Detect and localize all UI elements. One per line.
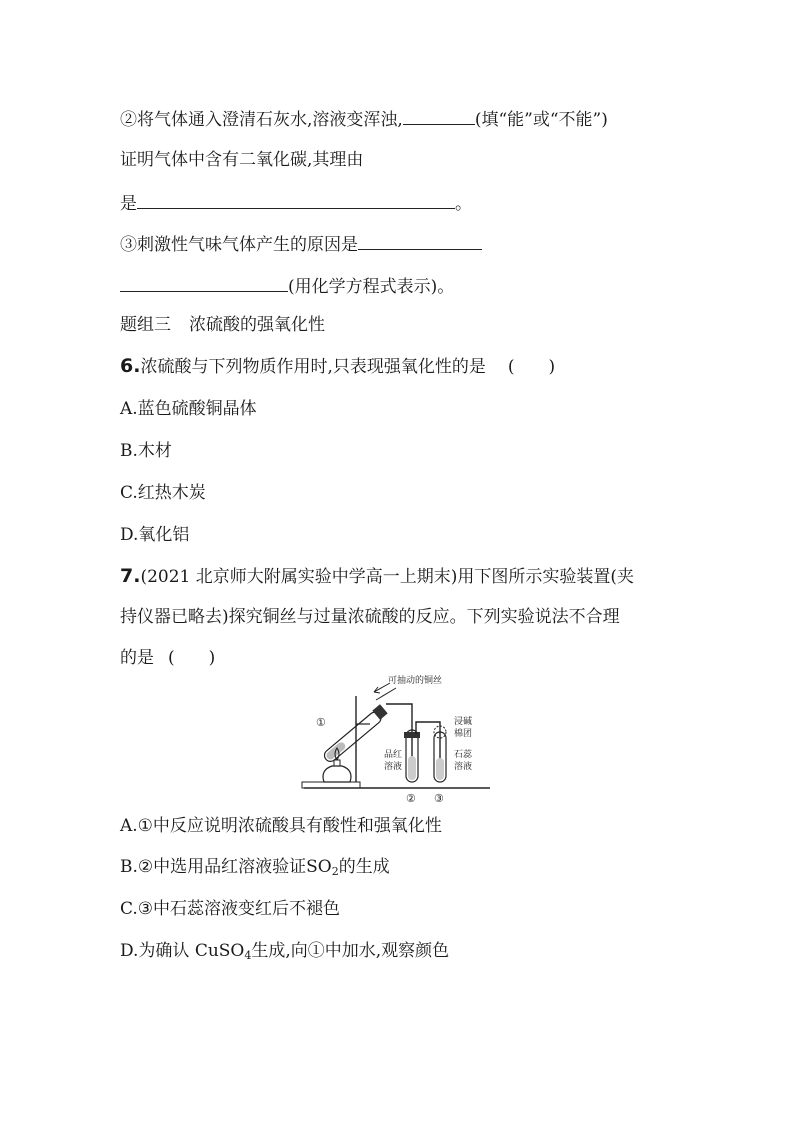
apparatus-diagram	[300, 672, 492, 806]
q5-part2-blank-2[interactable]	[137, 190, 455, 209]
q7-stem-line1	[120, 564, 634, 589]
q6-option-c[interactable]: C.红热木炭	[120, 483, 206, 503]
q6-answer-paren[interactable]: ( )	[507, 357, 556, 377]
q7-option-b-sub: 2	[331, 865, 339, 878]
q5-part2-line3	[120, 190, 472, 216]
q5-part2-line3-suffix: 。	[455, 194, 472, 214]
q6-stem: 浓硫酸与下列物质作用时,只表现强氧化性的是	[140, 357, 486, 377]
q7-stem-line1-text: (2021 北京师大附属实验中学高一上期末)用下图所示实验装置(夹	[140, 567, 635, 587]
q5-part3-line2	[120, 273, 454, 299]
group3-label: 题组三	[120, 315, 171, 335]
q7-stem-line3	[120, 646, 215, 670]
label-copper-wire: 可抽动的铜丝	[388, 676, 443, 686]
q5-part2-prefix: ②将气体通入澄清石灰水,溶液变浑浊,	[120, 110, 403, 130]
q5-part3-line2-suffix: (用化学方程式表示)。	[288, 277, 455, 297]
label-cotton-2: 棉团	[454, 729, 473, 739]
label-pinhong-1: 品红	[384, 750, 403, 760]
q5-part2-suffix: (填“能”或“不能”)	[474, 110, 608, 130]
label-pinhong-2: 溶液	[384, 762, 403, 772]
q6-option-a[interactable]: A.蓝色硫酸铜晶体	[120, 399, 257, 419]
label-litmus-2: 溶液	[454, 762, 473, 772]
q7-option-b-prefix: B.②中选用品红溶液验证SO	[120, 857, 332, 877]
q7-answer-paren[interactable]: ( )	[168, 648, 216, 668]
q6-option-d[interactable]: D.氧化铝	[120, 525, 190, 545]
q7-number: 7.	[120, 565, 141, 587]
q5-part3-prefix: ③刺激性气味气体产生的原因是	[120, 235, 358, 255]
label-tube-2: ②	[406, 792, 416, 805]
q6-stem-line	[120, 354, 555, 379]
q7-option-c[interactable]: C.③中石蕊溶液变红后不褪色	[120, 899, 341, 919]
stopper-1	[372, 704, 387, 720]
test-tube-1	[322, 710, 383, 764]
q5-part3-blank-1[interactable]	[358, 231, 482, 250]
q7-option-d-suffix: 生成,向①中加水,观察颜色	[251, 941, 450, 961]
group3-title: 浓硫酸的强氧化性	[189, 315, 325, 335]
q7-stem-line3-text: 的是	[120, 648, 154, 668]
q7-option-b[interactable]	[120, 855, 390, 879]
label-litmus-1: 石蕊	[454, 750, 473, 760]
copper-wire	[376, 688, 396, 700]
q5-part3-blank-2[interactable]	[120, 273, 288, 292]
stand-base	[302, 782, 360, 788]
q5-part2-line1	[120, 106, 608, 132]
q5-part2-line2: 证明气体中含有二氧化碳,其理由	[120, 150, 364, 170]
q7-option-d-prefix: D.为确认 CuSO	[120, 941, 245, 961]
q7-option-a[interactable]: A.①中反应说明浓硫酸具有酸性和强氧化性	[120, 816, 442, 836]
q6-option-b[interactable]: B.木材	[120, 441, 172, 461]
q7-option-d[interactable]	[120, 939, 449, 963]
q6-number: 6.	[120, 355, 141, 377]
q5-part3-line1	[120, 231, 482, 257]
q5-part2-line3-prefix: 是	[120, 194, 137, 214]
q5-part2-blank-1[interactable]	[403, 106, 475, 125]
test-tube-2	[404, 730, 420, 782]
label-cotton-1: 浸碱	[454, 717, 473, 727]
q7-option-b-suffix: 的生成	[338, 857, 390, 877]
label-tube-3: ③	[434, 792, 444, 805]
label-tube-1: ①	[316, 716, 326, 729]
q7-option-d-sub: 4	[244, 949, 252, 962]
q7-stem-line2: 持仪器已略去)探究铜丝与过量浓硫酸的反应。下列实验说法不合理	[120, 607, 620, 627]
group3-heading	[120, 313, 325, 337]
